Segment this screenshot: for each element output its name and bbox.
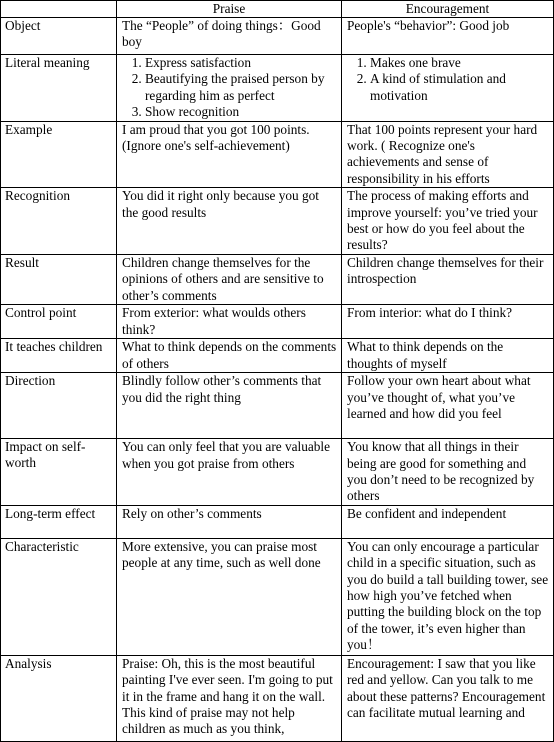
row-label-characteristic: Characteristic bbox=[1, 538, 117, 655]
list-item: 1. Makes one brave bbox=[370, 55, 549, 71]
row-label-it-teaches-children: It teaches children bbox=[1, 339, 117, 373]
row-recognition bbox=[1, 188, 554, 255]
header-encouragement: Encouragement bbox=[342, 1, 554, 18]
praise-cell-characteristic: More extensive, you can praise most people at any time, such as well done bbox=[117, 538, 342, 655]
praise-cell-impact-on-self-worth: You can only feel that you are valuable when you got praise from others bbox=[117, 439, 342, 506]
row-example bbox=[1, 121, 554, 188]
row-label-control-point: Control point bbox=[1, 305, 117, 339]
row-analysis bbox=[1, 655, 554, 741]
row-control-point bbox=[1, 305, 554, 339]
encouragement-cell-characteristic: You can only encourage a particular child in a specific situation, such as you do build a tall building tower, see how high you’ve fetched when putting the building block on the top of the tower, it’s even higher than you！ bbox=[342, 538, 554, 655]
row-characteristic bbox=[1, 538, 554, 655]
row-label-impact-on-self-worth: Impact on self-worth bbox=[1, 439, 117, 506]
row-label-literal-meaning: Literal meaning bbox=[1, 55, 117, 122]
encouragement-cell-control-point: From interior: what do I think? bbox=[342, 305, 554, 339]
encouragement-cell-literal-meaning bbox=[342, 55, 554, 122]
praise-cell-it-teaches-children: What to think depends on the comments of others bbox=[117, 339, 342, 373]
header-row bbox=[1, 1, 554, 18]
encouragement-cell-result: Children change themselves for their introspection bbox=[342, 254, 554, 304]
encouragement-cell-it-teaches-children: What to think depends on the thoughts of myself bbox=[342, 339, 554, 373]
praise-meaning-list bbox=[122, 55, 337, 121]
list-item: 1. Express satisfaction bbox=[145, 55, 337, 71]
encouragement-meaning-list bbox=[347, 55, 549, 104]
row-impact-on-self-worth bbox=[1, 439, 554, 506]
row-label-object: Object bbox=[1, 18, 117, 55]
praise-cell-literal-meaning bbox=[117, 55, 342, 122]
encouragement-cell-object: People's “behavior”: Good job bbox=[342, 18, 554, 55]
row-label-result: Result bbox=[1, 254, 117, 304]
encouragement-cell-example: That 100 points represent your hard work. ( Recognize one's achievements and sense of responsibility in his efforts bbox=[342, 121, 554, 188]
row-it-teaches-children bbox=[1, 339, 554, 373]
praise-cell-example: I am proud that you got 100 points. (Ignore one's self-achievement) bbox=[117, 121, 342, 188]
list-item: 3. Show recognition bbox=[145, 104, 337, 120]
row-literal-meaning bbox=[1, 55, 554, 122]
row-long-term-effect bbox=[1, 505, 554, 538]
encouragement-cell-recognition: The process of making efforts and improve yourself: you’ve tried your best or how do you feel about the results? bbox=[342, 188, 554, 255]
praise-cell-object: The “People” of doing things：Good boy bbox=[117, 18, 342, 55]
header-blank-cell bbox=[1, 1, 117, 18]
praise-cell-long-term-effect: Rely on other’s comments bbox=[117, 505, 342, 538]
row-object bbox=[1, 18, 554, 55]
praise-cell-result: Children change themselves for the opinions of others and are sensitive to other’s comments bbox=[117, 254, 342, 304]
praise-cell-control-point: From exterior: what woulds others think? bbox=[117, 305, 342, 339]
encouragement-cell-long-term-effect: Be confident and independent bbox=[342, 505, 554, 538]
praise-cell-direction: Blindly follow other’s comments that you did the right thing bbox=[117, 373, 342, 439]
row-label-long-term-effect: Long-term effect bbox=[1, 505, 117, 538]
row-label-direction: Direction bbox=[1, 373, 117, 439]
list-item: 2. A kind of stimulation and motivation bbox=[370, 71, 549, 104]
row-result bbox=[1, 254, 554, 304]
encouragement-cell-impact-on-self-worth: You know that all things in their being are good for something and you don’t need to be recognized by others bbox=[342, 439, 554, 506]
encouragement-cell-direction: Follow your own heart about what you’ve thought of, what you’ve learned and how did you feel bbox=[342, 373, 554, 439]
list-item: 2. Beautifying the praised person by regarding him as perfect bbox=[145, 71, 337, 104]
row-label-example: Example bbox=[1, 121, 117, 188]
header-praise: Praise bbox=[117, 1, 342, 18]
encouragement-cell-analysis: Encouragement: I saw that you like red and yellow. Can you talk to me about these patterns? Encouragement can facilitate mutual learning and bbox=[342, 655, 554, 741]
row-direction bbox=[1, 373, 554, 439]
row-label-recognition: Recognition bbox=[1, 188, 117, 255]
praise-cell-recognition: You did it right only because you got the good results bbox=[117, 188, 342, 255]
praise-cell-analysis: Praise: Oh, this is the most beautiful painting I've ever seen. I'm going to put it in the frame and hang it on the wall. This kind of praise may not help children as much as you think, bbox=[117, 655, 342, 741]
row-label-analysis: Analysis bbox=[1, 655, 117, 741]
